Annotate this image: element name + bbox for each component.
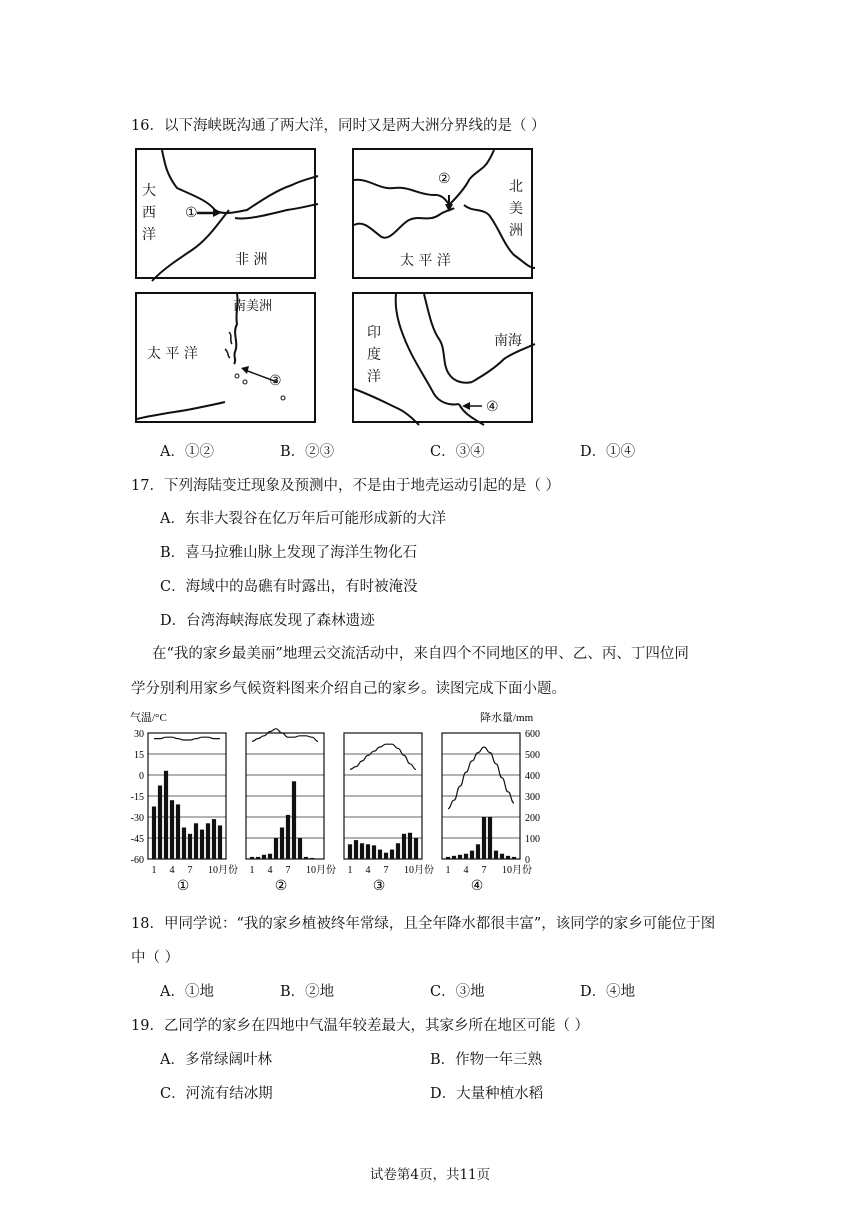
month-tick-label: 4 — [365, 865, 371, 876]
map-4-sea-label: 南海 — [494, 333, 522, 349]
q18-option-d: D．④地 — [580, 984, 636, 1000]
question-16-stem: 16．以下海峡既沟通了两大洋，同时又是两大洲分界线的是（ ） — [131, 118, 546, 134]
precipitation-bar — [390, 850, 394, 859]
month-tick-label: 10月份 — [208, 865, 238, 876]
precipitation-bar — [408, 833, 412, 859]
map-3-ocean-label: 太 平 洋 — [147, 346, 198, 362]
map-strait-4 — [352, 292, 533, 423]
q19-option-a: A．多常绿阔叶林 — [160, 1052, 272, 1068]
precipitation-bar — [262, 855, 266, 859]
temp-tick-label: 15 — [134, 750, 144, 761]
question-19-stem: 19．乙同学的家乡在四地中气温年较差最大，其家乡所在地区可能（ ） — [131, 1018, 590, 1034]
precipitation-bar — [366, 844, 370, 859]
temperature-line — [448, 747, 514, 809]
precipitation-bar — [286, 815, 290, 859]
temp-tick-label: -45 — [130, 834, 144, 845]
map-strait-3 — [135, 292, 316, 423]
precip-tick-label: 400 — [525, 771, 540, 782]
precipitation-bar — [194, 823, 198, 859]
precipitation-bar — [292, 781, 296, 859]
map-4-marker: ④ — [486, 399, 499, 415]
precipitation-bar — [402, 834, 406, 859]
precipitation-bar — [250, 857, 254, 859]
precipitation-bar — [170, 800, 174, 859]
precipitation-bar — [176, 804, 180, 859]
precipitation-bar — [512, 857, 516, 859]
precipitation-bar — [470, 851, 474, 859]
question-17-stem: 17．下列海陆变迁现象及预测中，不是由于地壳运动引起的是（ ） — [131, 478, 561, 494]
panel-label: ② — [274, 879, 288, 894]
temperature-line — [154, 737, 220, 740]
precipitation-bar — [396, 843, 400, 859]
precipitation-bar — [256, 857, 260, 859]
precipitation-bar — [274, 838, 278, 859]
map-2-continent-label: 北美洲 — [509, 179, 523, 239]
precipitation-bar — [354, 840, 358, 859]
precipitation-bar — [476, 844, 480, 859]
q18-option-c: C．③地 — [430, 984, 485, 1000]
map-1-outline — [137, 150, 318, 281]
precipitation-bar — [304, 857, 308, 859]
map-1-continent-label: 非 洲 — [235, 252, 268, 268]
month-tick-label: 4 — [463, 865, 469, 876]
precipitation-bar — [500, 854, 504, 859]
question-18-stem-line-2: 中（ ） — [131, 950, 180, 966]
precip-tick-label: 600 — [525, 729, 540, 740]
map-2-ocean-label: 太 平 洋 — [400, 253, 451, 269]
map-3-marker: ③ — [269, 373, 282, 389]
map-strait-1 — [135, 148, 316, 279]
map-1-ocean-label: 大西洋 — [142, 183, 156, 243]
precipitation-bar — [414, 838, 418, 859]
page-footer: 试卷第4页，共11页 — [369, 1167, 491, 1183]
precipitation-bar — [464, 854, 468, 859]
precipitation-bar — [164, 771, 168, 859]
month-tick-label: 10月份 — [306, 865, 336, 876]
month-tick-label: 1 — [151, 865, 157, 876]
intro-line-1: 在“我的家乡最美丽”地理云交流活动中，来自四个不同地区的甲、乙、丙、丁四位同 — [152, 646, 689, 662]
q17-option-a: A．东非大裂谷在亿万年后可能形成新的大洋 — [160, 511, 446, 527]
panel-label: ① — [176, 879, 190, 894]
panel-label: ④ — [470, 879, 484, 894]
map-2-marker: ② — [438, 171, 451, 187]
precip-tick-label: 100 — [525, 834, 540, 845]
precipitation-bar — [494, 851, 498, 859]
temp-tick-label: 0 — [139, 771, 144, 782]
q17-option-b: B．喜马拉雅山脉上发现了海洋生物化石 — [160, 545, 418, 561]
temp-tick-label: -30 — [130, 813, 144, 824]
month-tick-label: 10月份 — [404, 865, 434, 876]
month-tick-label: 7 — [481, 865, 487, 876]
precipitation-bar — [384, 853, 388, 859]
map-1-marker: ① — [185, 205, 198, 221]
question-18-stem-line-1: 18．甲同学说：“我的家乡植被终年常绿，且全年降水都很丰富”，该同学的家乡可能位于图 — [131, 916, 716, 932]
month-tick-label: 4 — [267, 865, 273, 876]
q16-option-a: A．①② — [160, 444, 214, 460]
q16-option-d: D．①④ — [580, 444, 636, 460]
precipitation-bar — [158, 786, 162, 860]
precipitation-bar — [310, 858, 314, 859]
q19-option-b: B．作物一年三熟 — [430, 1052, 543, 1068]
precipitation-bar — [488, 817, 492, 859]
precip-tick-label: 300 — [525, 792, 540, 803]
map-4-ocean-label: 印度洋 — [367, 325, 381, 385]
precipitation-bar — [212, 819, 216, 859]
precipitation-bar — [200, 830, 204, 859]
precipitation-bar — [360, 843, 364, 859]
precipitation-bar — [446, 857, 450, 859]
month-tick-label: 1 — [445, 865, 451, 876]
precipitation-bar — [268, 854, 272, 859]
precipitation-bar — [298, 838, 302, 859]
precipitation-bar — [452, 856, 456, 859]
climate-chart — [125, 706, 575, 894]
precip-tick-label: 500 — [525, 750, 540, 761]
precipitation-bar — [506, 856, 510, 859]
q17-option-c: C．海域中的岛礁有时露出，有时被淹没 — [160, 579, 418, 595]
month-tick-label: 1 — [347, 865, 353, 876]
precipitation-bar — [482, 817, 486, 859]
precipitation-bar — [206, 823, 210, 859]
climate-chart-group — [125, 706, 575, 894]
month-tick-label: 7 — [187, 865, 193, 876]
temp-tick-label: 30 — [134, 729, 144, 740]
precip-tick-label: 200 — [525, 813, 540, 824]
q18-option-b: B．②地 — [280, 984, 335, 1000]
map-3-continent-label: 南美洲 — [233, 299, 273, 314]
left-axis-label: 气温/°C — [130, 712, 167, 724]
q17-option-d: D．台湾海峡海底发现了森林遗迹 — [160, 613, 375, 629]
precipitation-bar — [348, 844, 352, 859]
precipitation-bar — [378, 850, 382, 859]
temperature-line — [350, 744, 416, 769]
panel-label: ③ — [372, 879, 386, 894]
precipitation-bar — [372, 845, 376, 859]
map-strait-2 — [352, 148, 533, 279]
month-tick-label: 4 — [169, 865, 175, 876]
q16-option-b: B．②③ — [280, 444, 335, 460]
precipitation-bar — [280, 828, 284, 860]
q19-option-c: C．河流有结冰期 — [160, 1086, 273, 1102]
right-axis-label: 降水量/mm — [480, 712, 534, 724]
q16-option-c: C．③④ — [430, 444, 485, 460]
precipitation-bar — [218, 825, 222, 859]
intro-line-2: 学分别利用家乡气候资料图来介绍自己的家乡。读图完成下面小题。 — [131, 681, 566, 697]
temp-tick-label: -15 — [130, 792, 144, 803]
month-tick-label: 10月份 — [502, 865, 532, 876]
precip-tick-label: 0 — [525, 855, 530, 866]
month-tick-label: 1 — [249, 865, 255, 876]
temperature-line — [252, 729, 318, 742]
precipitation-bar — [152, 807, 156, 860]
precipitation-bar — [458, 855, 462, 859]
month-tick-label: 7 — [383, 865, 389, 876]
precipitation-bar — [188, 834, 192, 859]
q19-option-d: D．大量种植水稻 — [430, 1086, 544, 1102]
temp-tick-label: -60 — [130, 855, 144, 866]
q18-option-a: A．①地 — [160, 984, 214, 1000]
precipitation-bar — [182, 828, 186, 860]
month-tick-label: 7 — [285, 865, 291, 876]
